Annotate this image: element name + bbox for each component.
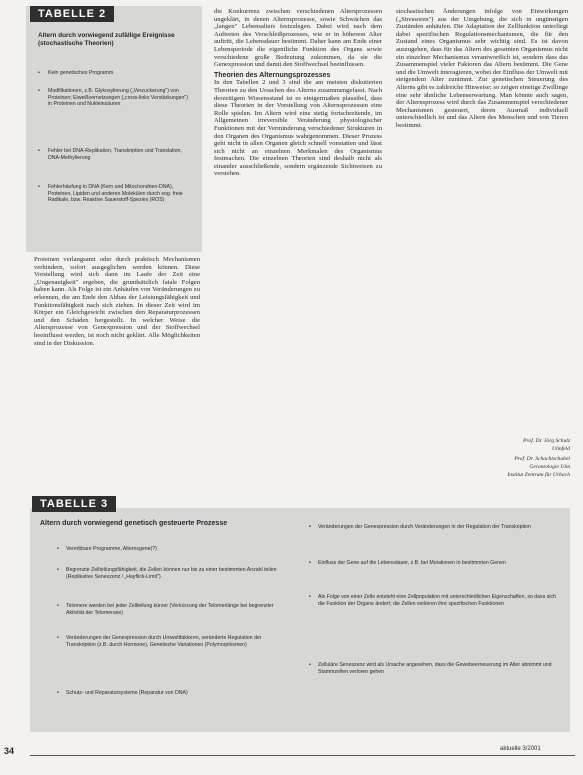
table3-left-item: • Telomere werden bei jeder Zellteilung kürzer (Verkürzung der Telomerlänge bei begrenzter Aktivität der Telomerase) xyxy=(57,603,274,616)
section-heading: Theorien des Alternungsprozesses xyxy=(214,71,331,79)
column-3-text: stochastischen Änderungen infolge von Einwirkungen („Stressoren") aus der Umgebung, die sich in ungünstigen Zuständen anhäufen. Die Adaptation der Zellfunktion unterliegt dabei spezifischen Regulationsmechanismen, die für den Zustand eines Organismus sehr wichtig sind. Es ist davon auszugehen, dass für das Altern des gesamten Organismus nicht ein einzelner Mechanismus verantwortlich ist, sondern dass das Zusammenspiel vieler Faktoren das Altern bestimmt. Die Gene und die Umwelt interagieren, wobei der Einfluss der Umwelt mit steigendem Alter zunimmt. Zur genetischen Steuerung des Alterns gibt es zahlreiche Hinweise; so zeigen eineiige Zwillinge eine sehr ähnliche Lebenserwartung. Man könnte auch sagen, der Alternsprozess wird durch das Zusammenspiel verschiedener Mechanismen gesteuert, deren Ausmaß individuell unterschiedlich ist und das Altern des Menschen und von Tieren bestimmt. xyxy=(396,8,568,129)
table3-box xyxy=(30,508,570,732)
bullet-icon: • xyxy=(309,560,311,566)
author-line: Prof. Dr. Jörg Schulz xyxy=(523,438,570,444)
column-2-text xyxy=(214,8,382,492)
table2-bullet: • Kein genetisches Programm xyxy=(38,70,114,76)
table2-bullet: • Modifikationen, z.B. Glykosylierung („Verzuckerung") von Proteinen; Eiweißvernetzungen („cross-links Verstärkungen") in Proteinen und Nukleinsäuren xyxy=(38,88,188,108)
table2-title: Altern durch vorwiegend zufällige Ereignisse (stochastische Theorien) xyxy=(38,32,175,47)
author-affiliation: Ulmfeld xyxy=(551,446,570,452)
table3-left-item: • Veränderungen der Genexpression durch Umweltfaktoren, veränderte Regulation der Transkription (z.B. durch Hormone), Genetische Variationen (Polymorphismen) xyxy=(57,635,262,648)
table3-left-item: • Vererbbare Programme, Alternsgene(?) xyxy=(57,546,157,552)
author-line: Prof. Dr. Schachtschabel xyxy=(514,456,570,462)
table3-left-item: • Schutz- und Reparatursysteme (Reparatur von DNA) xyxy=(57,690,188,696)
table3-header: TABELLE 3 xyxy=(32,496,116,512)
table3-right-item: • Als Folge von einer Zelle entsteht eine Zellpopulation mit unterschiedlichen Eigenschaften, so dass sich die Funktion der Organe ändert; die Zellen verlieren ihre spezifischen Funktionen xyxy=(309,594,556,607)
page-number: 34 xyxy=(4,746,15,756)
bullet-icon: • xyxy=(38,88,40,94)
bullet-icon: • xyxy=(57,546,59,552)
bullet-icon: • xyxy=(38,70,40,76)
table3-left-item: • Begrenzte Zellteilungsfähigkeit, die Zellen können nur bis zu einer bestimmten Anzahl teilen (Replikative Seneszenz / „Hayflick-Limit") xyxy=(57,567,277,580)
footer-divider xyxy=(30,755,575,756)
bullet-icon: • xyxy=(38,148,40,154)
column-2-intro: die Konkurrenz zwischen verschiedenen Altersprozessen ungeklärt, in denen Alternsprozesse, sowie Schwächen das „langen" Lebensalters festzulegen. Dabei wird nach dem Auftreten des Verschleißprozesses, wie er in höherem Alter auftritt, die Lebensdauer bestimmt. Daher kann am Ende einer Lebensperiode die eigentliche Funktion des Organs sowie verschiedene große Bedeutung zukommen, da sie die Genexpression und damit den Stoffwechsel beeinflussen. xyxy=(214,8,382,69)
column-2-body: In den Tabellen 2 und 3 sind die am meisten diskutierten Theorien zu den Ursachen des Alterns zusammengefasst. Nach derzeitigem Wissensstand ist es einigermaßen plausibel, dass diese Theorien in der Vorstellung von Alternsprozessen eine Rolle spielen. Im Altern wird eine stetig fortschreitende, im Allgemeinen irreversible Veränderung physiologischer Funktionen mit der Verminderung verschiedener Strukturen in den Organen des Organismus wahrgenommen. Dieser Prozess geht nicht in allen Organen gleich schnell vonstatten und lässt sich nicht an einzelnen Merkmalen des Organismus festmachen. Die einzelnen Theorien sind deshalb nicht als einander ausschließende, sondern ergänzende Sichtweisen zu verstehen. xyxy=(214,79,382,178)
table2-bullet: • Fehlerhäufung in DNA (Kern und Mitochondrien-DNA), Proteinen, Lipiden und anderen Molekülen durch sog. freie Radikale, bzw. Reaktive Sauerstoff-Spezies (ROS) xyxy=(38,184,183,204)
table3-right-item: • Einfluss der Gene auf die Lebensdauer, z.B. bei Mutationen in bestimmten Genen xyxy=(309,560,506,566)
bullet-icon: • xyxy=(38,184,40,190)
table2-header: TABELLE 2 xyxy=(30,6,114,22)
bullet-icon: • xyxy=(57,635,59,641)
journal-issue: aktuelle 3/2001 xyxy=(500,746,541,752)
table2-bullet: • Fehler bei DNA-Replikation, Transkription und Translation, DNA-Methylierung xyxy=(38,148,182,161)
table3-right-item: • Zelluläre Seneszenz wird als Ursache angesehen, dass die Gewebeerneuerung im Alter abnimmt und Stammzellen verloren gehen xyxy=(309,662,552,675)
bullet-icon: • xyxy=(57,690,59,696)
bullet-icon: • xyxy=(309,662,311,668)
column-1-text: Proteinen verlangsamt oder durch praktisch Mechanismen verhindern, sofort ausgeglichen werden können. Diese Vorstellung wird sich dann im Laufe der Zeit eine „Ungenauigkeit" ergeben, die grundsätzlich fatale Folgen haben kann. Als Folge ist ein Anhäufen von Veränderungen zu erkennen, die am Ende den Abbau der Leistungsfähigkeit und Funktionsfähigkeit nach sich ziehen. In dieser Zeit wird im Körper ein Gleichgewicht zwischen den Reparaturprozessen und den Schäden hergestellt. In welcher Weise die Altersprozesse von Genexpression und der Stoffwechsel beeinflusst werden, ist noch nicht geklärt. Alle Möglichkeiten sind in der Diskussion. xyxy=(34,256,200,347)
bullet-icon: • xyxy=(57,603,59,609)
author-affiliation: Gerontologie Ulm xyxy=(529,464,570,470)
table3-title: Altern durch vorwiegend genetisch gesteuerte Prozesse xyxy=(40,520,228,527)
bullet-icon: • xyxy=(309,594,311,600)
table3-right-item: • Veränderungen der Genexpression durch Veränderungen in der Regulation der Transkription xyxy=(309,524,531,530)
bullet-icon: • xyxy=(57,567,59,573)
bullet-icon: • xyxy=(309,524,311,530)
author-affiliation: Institut Zentrum für Urbach xyxy=(507,472,570,478)
